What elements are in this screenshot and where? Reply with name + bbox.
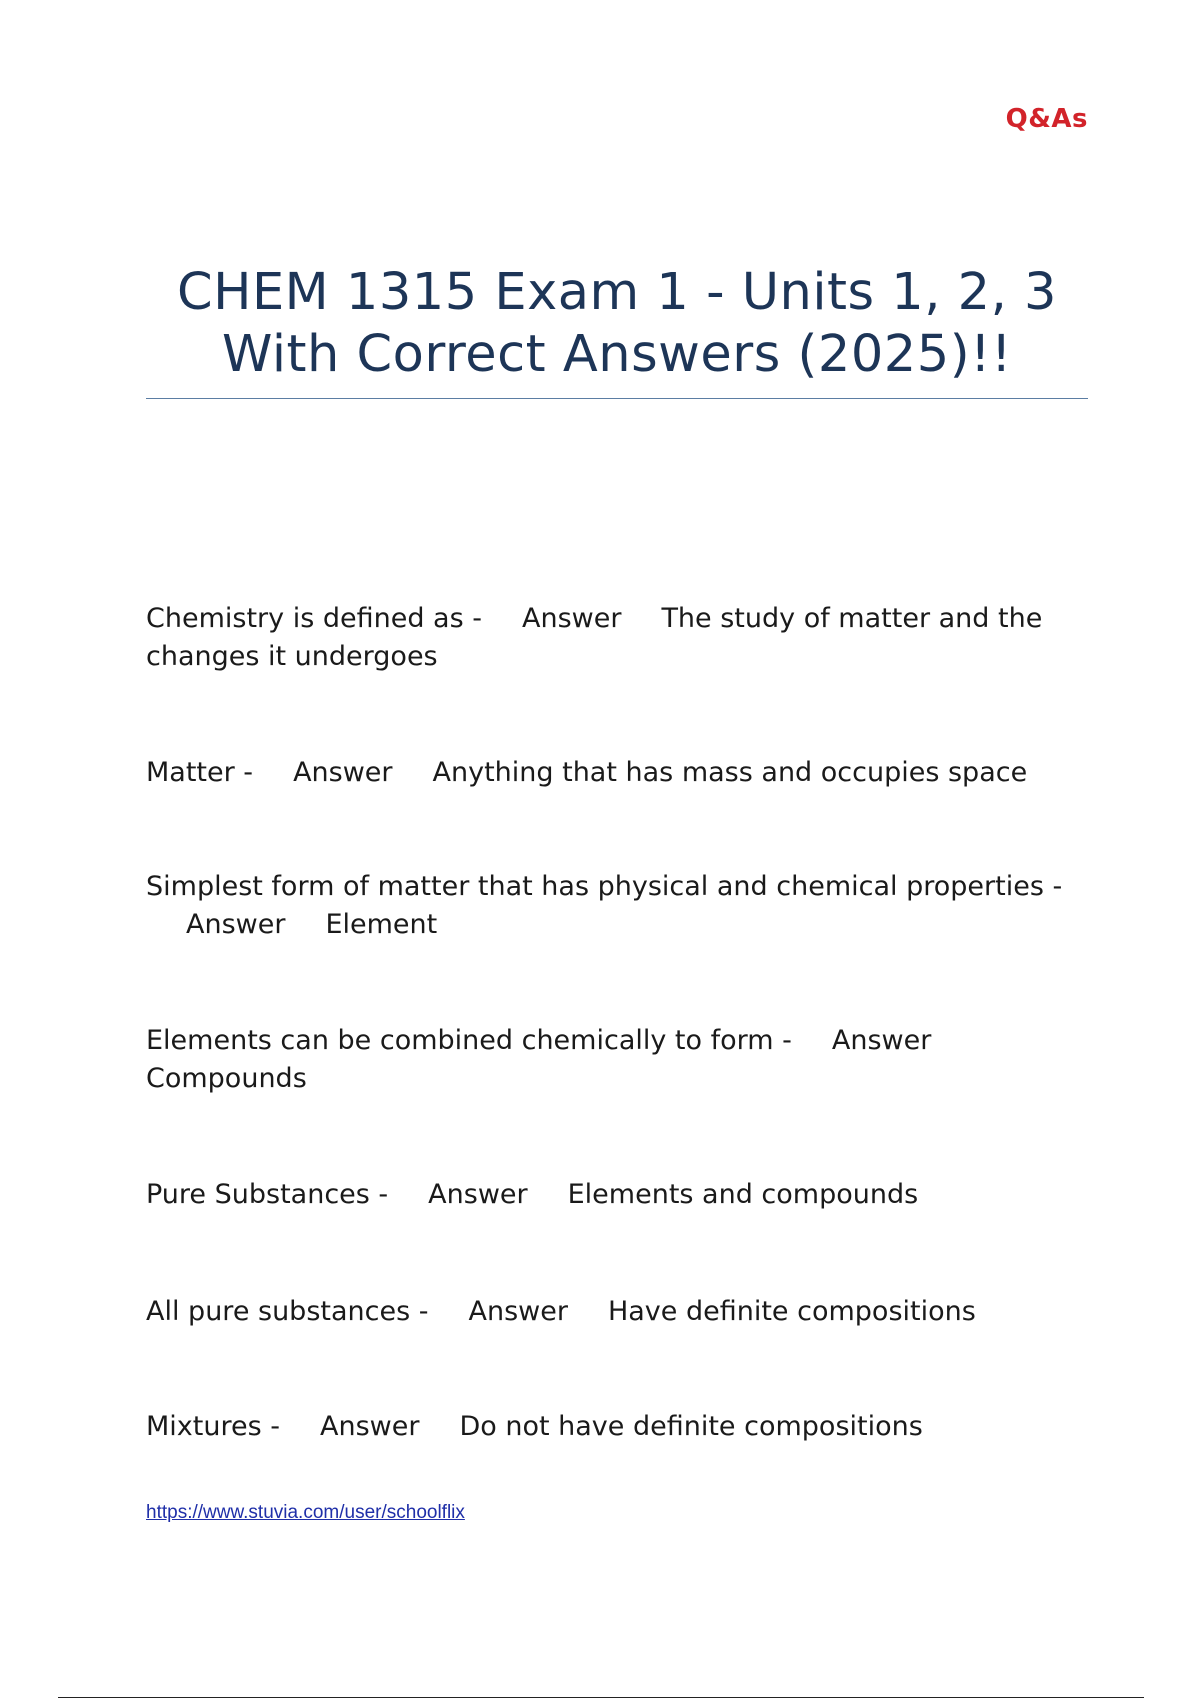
title-line-1: CHEM 1315 Exam 1 - Units 1, 2, 3 [176, 263, 1057, 322]
answer-label: Answer [428, 1179, 528, 1210]
question-text: Pure Substances - [146, 1179, 389, 1210]
title-line-2: With Correct Answers (2025)!! [222, 325, 1012, 384]
answer-text: Compounds [146, 1063, 307, 1094]
answer-label: Answer [521, 603, 622, 634]
answer-label: Answer [831, 1025, 932, 1056]
qa-item [146, 600, 1096, 676]
answer-text: Elements and compounds [567, 1179, 919, 1210]
document-title [146, 262, 1088, 386]
answer-text: Do not have definite compositions [459, 1411, 923, 1442]
answer-label: Answer [186, 909, 286, 940]
stuvia-profile-link[interactable]: https://www.stuvia.com/user/schoolflix [146, 1502, 465, 1523]
question-text: All pure substances - [146, 1296, 429, 1327]
qa-item [146, 1022, 1096, 1098]
title-underline [146, 398, 1088, 399]
qa-item [146, 1408, 1096, 1446]
answer-text: Element [325, 909, 438, 940]
qa-item [146, 868, 1096, 944]
answer-label: Answer [320, 1411, 420, 1442]
answer-text: Have definite compositions [607, 1296, 976, 1327]
question-text: Chemistry is defined as - [146, 603, 482, 634]
answer-label: Answer [293, 757, 393, 788]
qa-item [146, 1176, 1096, 1214]
qa-item [146, 1293, 1096, 1331]
answer-text: Anything that has mass and occupies space [432, 757, 1028, 788]
answer-label: Answer [468, 1296, 568, 1327]
question-text: Matter - [146, 757, 254, 788]
question-text: Elements can be combined chemically to form - [146, 1025, 792, 1056]
qa-item [146, 754, 1096, 792]
footer-divider [58, 1697, 1144, 1698]
question-text: Mixtures - [146, 1411, 280, 1442]
qas-tag: Q&As [1005, 104, 1088, 134]
question-text: Simplest form of matter that has physical and chemical properties - [146, 871, 1063, 902]
answer-text: The study of matter and the changes it undergoes [146, 603, 1051, 672]
